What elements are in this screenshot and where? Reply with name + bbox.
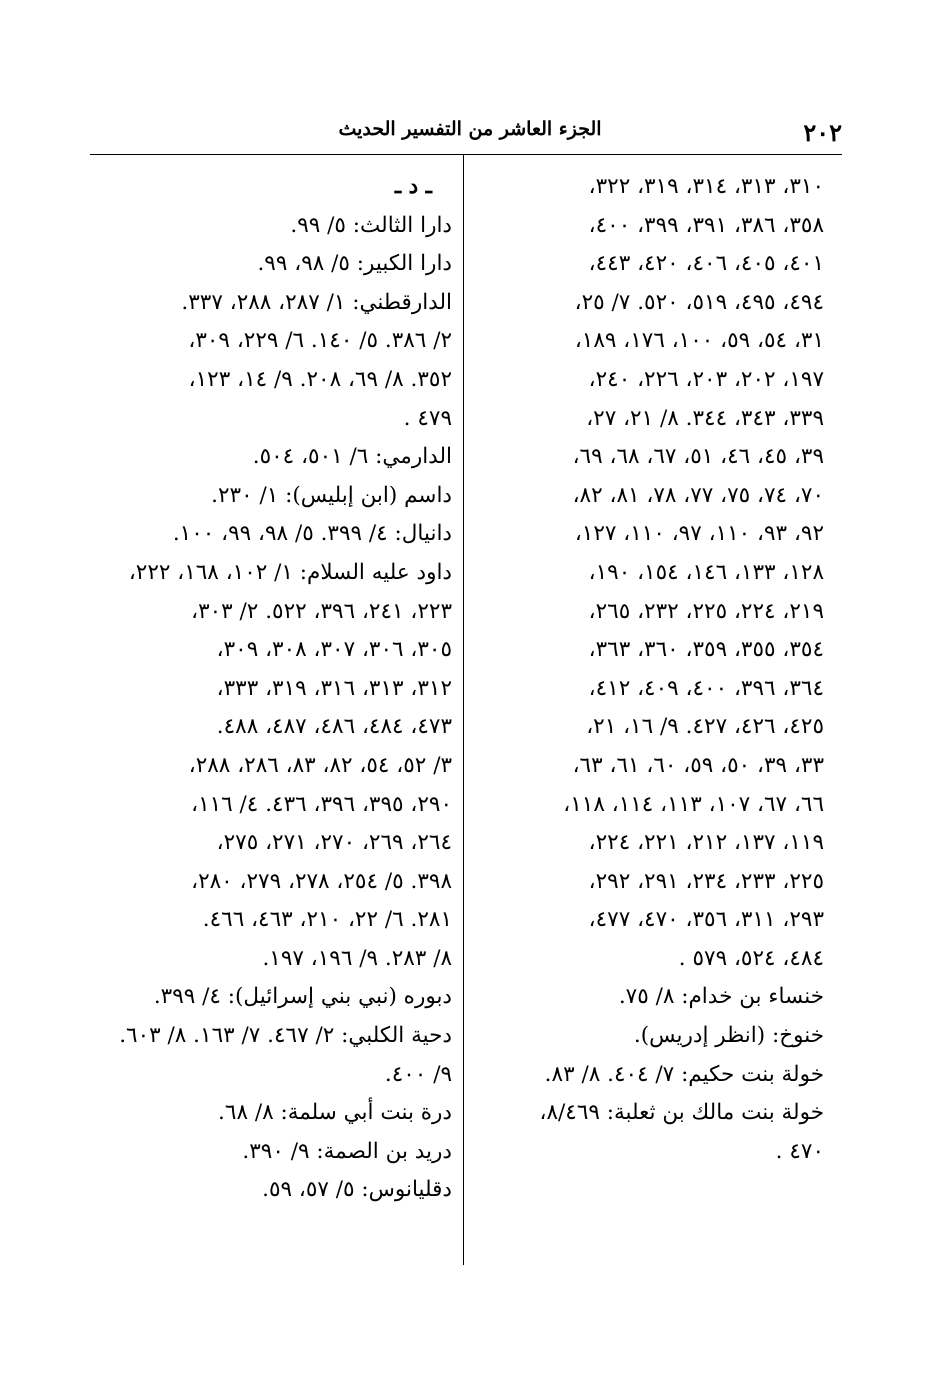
index-line: ٣١٢، ٣١٣، ٣١٦، ٣١٩، ٣٣٣،	[216, 675, 452, 701]
index-line: ٣١، ٥٤، ٥٩، ١٠٠، ١٧٦، ١٨٩،	[574, 328, 824, 354]
index-line: ٢٢٥، ٢٣٣، ٢٣٤، ٢٩١، ٢٩٢،	[588, 868, 824, 894]
index-line: ٩/ ٤٠٠.	[384, 1061, 452, 1087]
index-line: ٣٠٥، ٣٠٦، ٣٠٧، ٣٠٨، ٣٠٩،	[216, 637, 452, 663]
index-line: ٣٣، ٣٩، ٥٠، ٥٩، ٦٠، ٦١، ٦٣،	[572, 752, 824, 778]
index-line: ٤٧٣، ٤٨٤، ٤٨٦، ٤٨٧، ٤٨٨.	[216, 714, 452, 740]
running-header-title: الجزء العاشر من التفسير الحديث	[338, 118, 602, 140]
index-line: ٢٩٣، ٣١١، ٣٥٦، ٤٧٠، ٤٧٧،	[588, 907, 824, 933]
index-line: ٢/ ٣٨٦. ٥/ ١٤٠. ٦/ ٢٢٩، ٣٠٩،	[188, 328, 452, 354]
index-line: ٢٨١. ٦/ ٢٢، ٢١٠، ٤٦٣، ٤٦٦.	[202, 907, 452, 933]
page-number: ٢٠٢	[803, 118, 842, 147]
index-line: ٧٠، ٧٤، ٧٥، ٧٧، ٧٨، ٨١، ٨٢،	[572, 482, 824, 508]
index-line: ٢٩٠، ٣٩٥، ٣٩٦، ٤٣٦. ٤/ ١١٦،	[191, 791, 452, 817]
index-entry: دارا الكبير: ٥/ ٩٨، ٩٩.	[257, 251, 452, 277]
index-line: ٣٥٨، ٣٨٦، ٣٩١، ٣٩٩، ٤٠٠،	[588, 212, 824, 238]
index-entry: درة بنت أبي سلمة: ٨/ ٦٨.	[218, 1100, 452, 1126]
index-line: ٣٦٤، ٣٩٦، ٤٠٠، ٤٠٩، ٤١٢،	[588, 675, 824, 701]
index-line: ٤٧٠ .	[775, 1138, 824, 1164]
index-line: ٤٨٤، ٥٢٤، ٥٧٩ .	[678, 945, 824, 971]
index-entry: خولة بنت حكيم: ٧/ ٤٠٤. ٨/ ٨٣.	[544, 1061, 824, 1087]
index-line: ٨/ ٢٨٣. ٩/ ١٩٦، ١٩٧.	[262, 945, 452, 971]
index-entry: داسم (ابن إبليس): ١/ ٢٣٠.	[211, 482, 452, 508]
index-entry: الدارمي: ٦/ ٥٠١، ٥٠٤.	[252, 444, 452, 470]
index-entry: الدارقطني: ١/ ٢٨٧، ٢٨٨، ٣٣٧.	[181, 289, 452, 315]
index-line: ١٢٨، ١٣٣، ١٤٦، ١٥٤، ١٩٠،	[588, 559, 824, 585]
index-line: ١١٩، ١٣٧، ٢١٢، ٢٢١، ٢٢٤،	[588, 830, 824, 856]
index-line: ٢١٩، ٢٢٤، ٢٢٥، ٢٣٢، ٢٦٥،	[588, 598, 824, 624]
index-entry: دبوره (نبي بني إسرائيل): ٤/ ٣٩٩.	[153, 984, 452, 1010]
index-line: ٤٠١، ٤٠٥، ٤٠٦، ٤٢٠، ٤٤٣،	[588, 251, 824, 277]
index-line: ٦٦، ٦٧، ١٠٧، ١١٣، ١١٤، ١١٨،	[563, 791, 824, 817]
index-entry: خولة بنت مالك بن ثعلبة: ٨/٤٦٩،	[539, 1100, 824, 1126]
index-entry: خنوخ: (انظر إدريس).	[633, 1023, 824, 1049]
index-line: ٣٣٩، ٣٤٣، ٣٤٤. ٨/ ٢١، ٢٧،	[586, 405, 824, 431]
index-entry: داود عليه السلام: ١/ ١٠٢، ١٦٨، ٢٢٢،	[128, 559, 452, 585]
index-entry: خنساء بن خدام: ٨/ ٧٥.	[618, 984, 824, 1010]
index-entry: دانيال: ٤/ ٣٩٩. ٥/ ٩٨، ٩٩، ١٠٠.	[172, 521, 452, 547]
index-line: ٤٢٥، ٤٢٦، ٤٢٧. ٩/ ١٦، ٢١،	[586, 714, 824, 740]
index-line: ٣١٠، ٣١٣، ٣١٤، ٣١٩، ٣٢٢،	[588, 174, 824, 199]
index-line: ٩٢، ٩٣، ١١٠، ٩٧، ١١٠، ١٢٧،	[574, 521, 824, 547]
index-line: ٣٥٢. ٨/ ٦٩، ٢٠٨. ٩/ ١٤، ١٢٣،	[188, 366, 452, 392]
index-line: ٢٦٤، ٢٦٩، ٢٧٠، ٢٧١، ٢٧٥،	[216, 830, 452, 856]
index-line: ٣٥٤، ٣٥٥، ٣٥٩، ٣٦٠، ٣٦٣،	[588, 637, 824, 663]
index-entry: دقليانوس: ٥/ ٥٧، ٥٩.	[262, 1177, 452, 1203]
left-column	[119, 168, 452, 1210]
header-rule	[90, 154, 842, 155]
index-line: ٤٩٤، ٤٩٥، ٥١٩، ٥٢٠. ٧/ ٢٥،	[574, 289, 824, 315]
index-entry: دحية الكلبي: ٢/ ٤٦٧. ٧/ ١٦٣. ٨/ ٦٠٣.	[119, 1023, 452, 1049]
index-line: ٢٢٣، ٢٤١، ٣٩٦، ٥٢٢. ٢/ ٣٠٣،	[191, 598, 452, 624]
index-line: ٣٩، ٤٥، ٤٦، ٥١، ٦٧، ٦٨، ٦٩،	[572, 444, 824, 470]
index-line: ٣٩٨. ٥/ ٢٥٤، ٢٧٨، ٢٧٩، ٢٨٠،	[191, 868, 452, 894]
index-entry: دريد بن الصمة: ٩/ ٣٩٠.	[242, 1138, 452, 1164]
right-column	[478, 168, 824, 1171]
index-line: ٤٧٩ .	[403, 405, 452, 431]
index-entry: دارا الثالث: ٥/ ٩٩.	[290, 212, 452, 238]
column-divider	[463, 155, 464, 1265]
index-line: ٣/ ٥٢، ٥٤، ٨٢، ٨٣، ٢٨٦، ٢٨٨،	[188, 752, 452, 778]
index-line: ١٩٧، ٢٠٢، ٢٠٣، ٢٢٦، ٢٤٠،	[588, 366, 824, 392]
section-letter-heading: ـ د ـ	[394, 174, 432, 199]
